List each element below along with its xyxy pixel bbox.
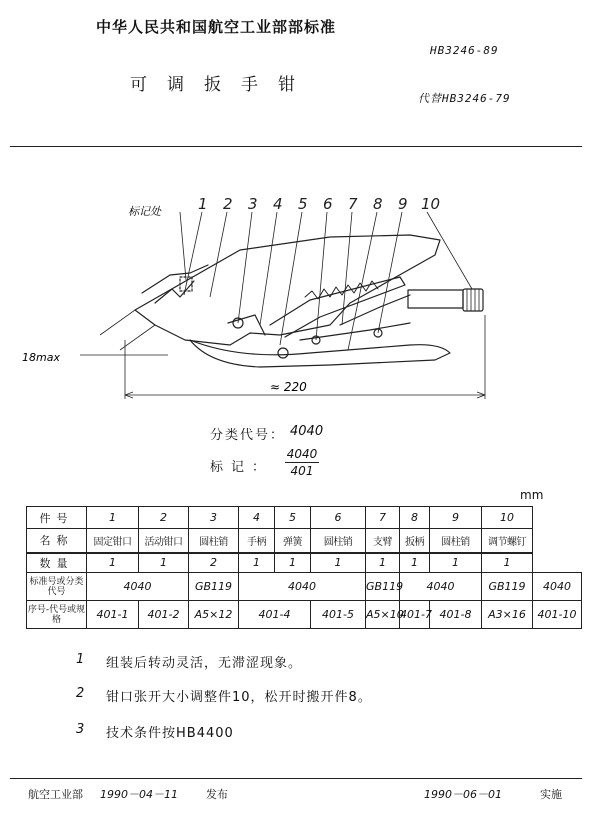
table-cell: 1 bbox=[275, 553, 311, 573]
table-cell: 1 bbox=[400, 553, 430, 573]
issuer: 航空工业部 bbox=[28, 788, 83, 801]
table-cell: 4040 bbox=[87, 573, 189, 601]
table-cell: 活动钳口 bbox=[139, 529, 189, 553]
standard-number: HB3246-89 bbox=[430, 44, 499, 57]
table-row-standard bbox=[27, 573, 582, 601]
note-text: 技术条件按HB4400 bbox=[106, 726, 234, 741]
document-title: 可调扳手钳 bbox=[130, 75, 315, 95]
table-cell: 支臂 bbox=[366, 529, 400, 553]
table-cell: 4040 bbox=[533, 573, 582, 601]
table-cell: 401-7 bbox=[400, 601, 430, 629]
table-cell: 401-4 bbox=[239, 601, 311, 629]
table-cell: 10 bbox=[482, 507, 533, 529]
callout-2: 2 bbox=[223, 195, 233, 213]
table-cell: 7 bbox=[366, 507, 400, 529]
mark-leader bbox=[180, 212, 186, 280]
table-cell: 圆柱销 bbox=[189, 529, 239, 553]
table-cell: 401-5 bbox=[311, 601, 366, 629]
table-cell: 1 bbox=[139, 553, 189, 573]
class-code-label: 分类代号： bbox=[210, 428, 286, 443]
table-row-seq bbox=[27, 601, 582, 629]
bottom-divider bbox=[10, 778, 582, 779]
adjust-sleeve bbox=[408, 290, 463, 308]
table-row-part-no bbox=[27, 507, 582, 529]
callout-10: 10 bbox=[421, 195, 441, 213]
row-header-qty: 数量 bbox=[27, 553, 87, 573]
table-cell: GB119 bbox=[366, 573, 400, 601]
callout-3: 3 bbox=[248, 195, 258, 213]
tool-drawing bbox=[22, 185, 500, 400]
table-cell: 401-1 bbox=[87, 601, 139, 629]
length-dim-label: ≈ 220 bbox=[270, 380, 307, 394]
table-row-qty bbox=[27, 553, 582, 573]
callout-4: 4 bbox=[273, 195, 283, 213]
note-number: 3 bbox=[76, 722, 85, 737]
marking-denominator: 401 bbox=[290, 464, 314, 478]
table-cell: 401-8 bbox=[430, 601, 482, 629]
table-cell: 4040 bbox=[239, 573, 366, 601]
table-cell: 1 bbox=[87, 507, 139, 529]
table-cell: 1 bbox=[311, 553, 366, 573]
implementation-label: 实施 bbox=[540, 788, 562, 801]
table-cell: 6 bbox=[311, 507, 366, 529]
table-cell: 401-10 bbox=[533, 601, 582, 629]
note-number: 1 bbox=[76, 652, 85, 667]
table-cell: 1 bbox=[366, 553, 400, 573]
table-cell: 5 bbox=[275, 507, 311, 529]
table-cell: A5×10 bbox=[366, 601, 400, 629]
marking-label: 标记： bbox=[210, 460, 274, 475]
table-cell: 1 bbox=[482, 553, 533, 573]
parts-table bbox=[26, 506, 582, 629]
callout-8: 8 bbox=[373, 195, 383, 213]
table-cell: 2 bbox=[139, 507, 189, 529]
row-header-part-no: 件号 bbox=[27, 507, 87, 529]
callout-6: 6 bbox=[323, 195, 333, 213]
note-text: 钳口张开大小调整件10，松开时搬开件8。 bbox=[106, 690, 372, 705]
table-cell: 1 bbox=[239, 553, 275, 573]
table-cell: 401-2 bbox=[139, 601, 189, 629]
table-row-name bbox=[27, 529, 582, 553]
table-cell: 4 bbox=[239, 507, 275, 529]
mark-label: 标记处 bbox=[128, 205, 161, 218]
table-cell: 扳柄 bbox=[400, 529, 430, 553]
table-cell: 4040 bbox=[400, 573, 482, 601]
table-cell: 3 bbox=[189, 507, 239, 529]
adjust-screw-knob bbox=[463, 289, 483, 311]
table-cell: GB119 bbox=[189, 573, 239, 601]
table-cell: 手柄 bbox=[239, 529, 275, 553]
table-cell: 固定钳口 bbox=[87, 529, 139, 553]
table-cell: 1 bbox=[87, 553, 139, 573]
table-cell: 圆柱销 bbox=[311, 529, 366, 553]
table-cell: 1 bbox=[430, 553, 482, 573]
top-divider bbox=[10, 146, 582, 147]
callout-1: 1 bbox=[198, 195, 208, 213]
table-cell: 调节螺钉 bbox=[482, 529, 533, 553]
note-text: 组装后转动灵活，无滞涩现象。 bbox=[106, 656, 303, 671]
table-cell: 圆柱销 bbox=[430, 529, 482, 553]
callout-7: 7 bbox=[348, 195, 358, 213]
table-cell: 2 bbox=[189, 553, 239, 573]
implementation-date: 1990－06－01 bbox=[424, 788, 502, 801]
marking-fraction bbox=[285, 447, 319, 478]
table-cell: 弹簧 bbox=[275, 529, 311, 553]
table-cell: 8 bbox=[400, 507, 430, 529]
marking-numerator: 4040 bbox=[286, 447, 318, 461]
row-header-standard: 标准号或分类代号 bbox=[27, 573, 87, 601]
table-cell: A5×12 bbox=[189, 601, 239, 629]
note-number: 2 bbox=[76, 686, 85, 701]
class-code-value: 4040 bbox=[290, 424, 324, 439]
replaces-standard: 代替HB3246-79 bbox=[418, 92, 511, 105]
table-cell: GB119 bbox=[482, 573, 533, 601]
table-cell: A3×16 bbox=[482, 601, 533, 629]
issue-label: 发布 bbox=[206, 788, 228, 801]
opening-dim-label: 18max bbox=[22, 351, 60, 364]
lower-handle-outline bbox=[190, 340, 450, 367]
callout-9: 9 bbox=[398, 195, 408, 213]
ministry-heading: 中华人民共和国航空工业部部标准 bbox=[96, 18, 337, 36]
row-header-seq: 序号-代号或规格 bbox=[27, 601, 87, 629]
unit-label: mm bbox=[520, 488, 544, 502]
issue-date: 1990－04－11 bbox=[100, 788, 178, 801]
row-header-name: 名称 bbox=[27, 529, 87, 553]
table-cell: 9 bbox=[430, 507, 482, 529]
callout-5: 5 bbox=[298, 195, 308, 213]
